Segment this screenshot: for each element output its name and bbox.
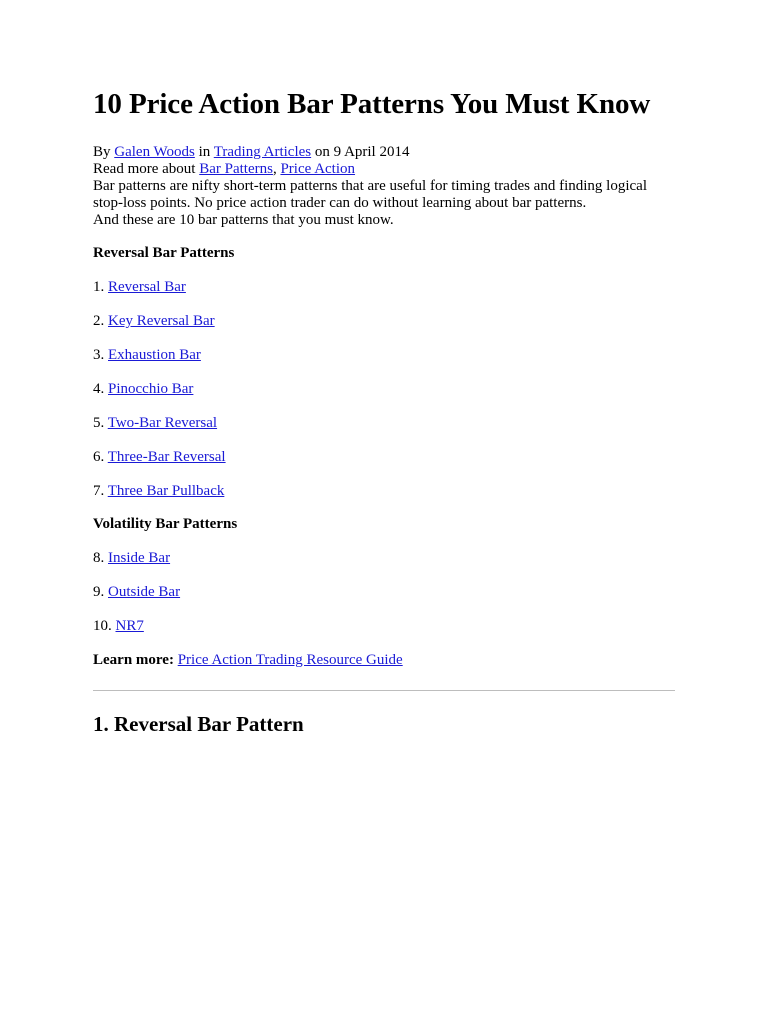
list-item	[93, 415, 678, 432]
byline-date: on 9 April 2014	[314, 144, 410, 160]
read-more-prefix: Read more about	[93, 161, 196, 177]
list-item-link[interactable]: Reversal Bar	[108, 279, 186, 295]
list-item	[93, 550, 678, 567]
list-item-link[interactable]: NR7	[115, 618, 144, 634]
list-item-number: 3.	[93, 347, 105, 363]
read-more	[93, 161, 678, 178]
list-item	[93, 483, 678, 500]
tag-separator: ,	[272, 161, 277, 177]
list-item-link[interactable]: Three-Bar Reversal	[107, 449, 226, 465]
list-item-number: 4.	[93, 381, 105, 397]
volatility-list	[93, 550, 678, 635]
reversal-list	[93, 279, 678, 500]
list-item-link[interactable]: Three Bar Pullback	[107, 483, 225, 499]
list-item-link[interactable]: Key Reversal Bar	[108, 313, 215, 329]
article-content	[93, 88, 678, 736]
list-item	[93, 347, 678, 364]
list-item	[93, 313, 678, 330]
tag-link-price-action[interactable]: Price Action	[280, 161, 356, 177]
article-meta	[93, 144, 678, 178]
list-item	[93, 449, 678, 466]
intro-paragraph: Bar patterns are nifty short-term patterns that are useful for timing trades and finding logical stop-loss points. No price action trader can do without learning about bar patterns.	[93, 178, 647, 211]
volatility-heading: Volatility Bar Patterns	[93, 516, 238, 532]
list-item-number: 8.	[93, 550, 105, 566]
list-item	[93, 584, 678, 601]
list-item	[93, 279, 678, 296]
list-item-number: 5.	[93, 415, 105, 431]
list-item-link[interactable]: Two-Bar Reversal	[107, 415, 218, 431]
tag-link-bar-patterns[interactable]: Bar Patterns	[199, 161, 273, 177]
author-link[interactable]: Galen Woods	[114, 144, 195, 160]
list-item-number: 2.	[93, 313, 105, 329]
list-item-number: 1.	[93, 279, 105, 295]
list-item-number: 9.	[93, 584, 105, 600]
category-link[interactable]: Trading Articles	[213, 144, 312, 160]
learn-more	[93, 652, 678, 669]
list-item-number: 10.	[93, 618, 112, 634]
section-title: 1. Reversal Bar Pattern	[93, 712, 304, 736]
list-item-link[interactable]: Exhaustion Bar	[108, 347, 201, 363]
section-divider	[93, 690, 675, 691]
intro-paragraph-2: And these are 10 bar patterns that you must know.	[93, 212, 394, 228]
article-title: 10 Price Action Bar Patterns You Must Know	[93, 88, 651, 120]
list-item	[93, 381, 678, 398]
byline-by: By	[93, 144, 111, 160]
byline	[93, 144, 678, 161]
list-item-number: 6.	[93, 449, 105, 465]
list-item-link[interactable]: Inside Bar	[108, 550, 171, 566]
list-item	[93, 618, 678, 635]
learn-more-label: Learn more:	[93, 652, 174, 668]
reversal-heading: Reversal Bar Patterns	[93, 245, 235, 261]
resource-guide-link[interactable]: Price Action Trading Resource Guide	[177, 652, 403, 668]
byline-in: in	[198, 144, 211, 160]
list-item-link[interactable]: Outside Bar	[108, 584, 181, 600]
list-item-link[interactable]: Pinocchio Bar	[108, 381, 194, 397]
list-item-number: 7.	[93, 483, 105, 499]
